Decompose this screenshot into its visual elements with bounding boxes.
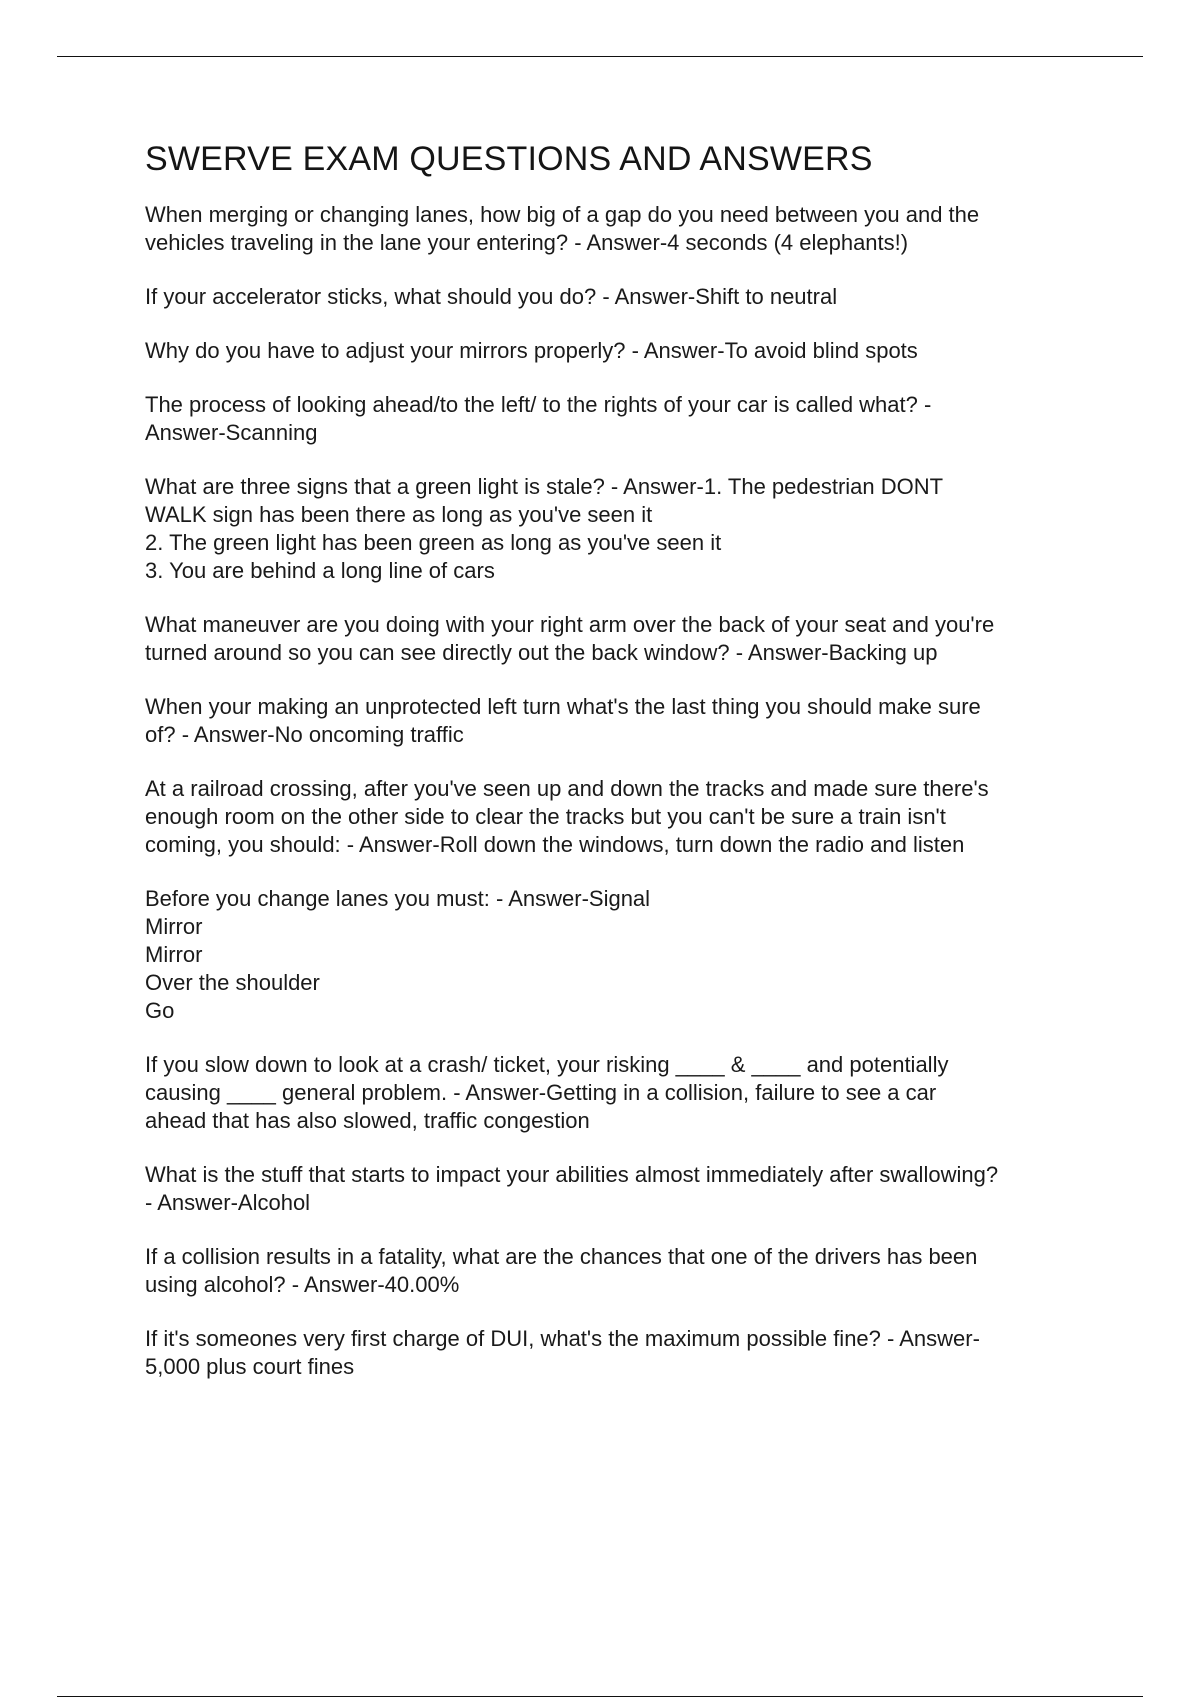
bottom-divider <box>57 1696 1143 1697</box>
document-body <box>145 140 1085 1407</box>
top-divider <box>57 56 1143 57</box>
qa-item: If your accelerator sticks, what should you do? - Answer-Shift to neutral <box>145 284 838 309</box>
qa-item: What maneuver are you doing with your right arm over the back of your seat and you're turned around so you can see directly out the back window? - Answer-Backing up <box>145 612 995 665</box>
qa-item: What is the stuff that starts to impact your abilities almost immediately after swallowing? - Answer-Alcohol <box>145 1162 999 1215</box>
qa-item: The process of looking ahead/to the left/ to the rights of your car is called what? - Answer-Scanning <box>145 392 932 445</box>
qa-item: If a collision results in a fatality, what are the chances that one of the drivers has been using alcohol? - Answer-40.00% <box>145 1244 978 1297</box>
qa-item: What are three signs that a green light is stale? - Answer-1. The pedestrian DONT WALK sign has been there as long as you've seen it 2. The green light has been green as long as you've seen it 3. You are behind a long line of cars <box>145 474 944 583</box>
qa-item: When your making an unprotected left turn what's the last thing you should make sure of? - Answer-No oncoming traffic <box>145 694 981 747</box>
qa-item: If it's someones very first charge of DUI, what's the maximum possible fine? - Answer- 5,000 plus court fines <box>145 1326 980 1379</box>
qa-item: Why do you have to adjust your mirrors properly? - Answer-To avoid blind spots <box>145 338 918 363</box>
qa-item: If you slow down to look at a crash/ ticket, your risking ____ & ____ and potentially causing ____ general problem. - Answer-Getting in a collision, failure to see a car ahead that has also slowed, traffic congestion <box>145 1052 949 1133</box>
qa-item: At a railroad crossing, after you've seen up and down the tracks and made sure there's enough room on the other side to clear the tracks but you can't be sure a train isn't coming, you should: - Answer-Roll down the windows, turn down the radio and listen <box>145 776 989 857</box>
qa-item: When merging or changing lanes, how big of a gap do you need between you and the vehicles traveling in the lane your entering? - Answer-4 seconds (4 elephants!) <box>145 202 980 255</box>
qa-list <box>145 201 1085 1381</box>
page-title: SWERVE EXAM QUESTIONS AND ANSWERS <box>145 140 873 178</box>
qa-item: Before you change lanes you must: - Answer-Signal Mirror Mirror Over the shoulder Go <box>145 886 651 1023</box>
